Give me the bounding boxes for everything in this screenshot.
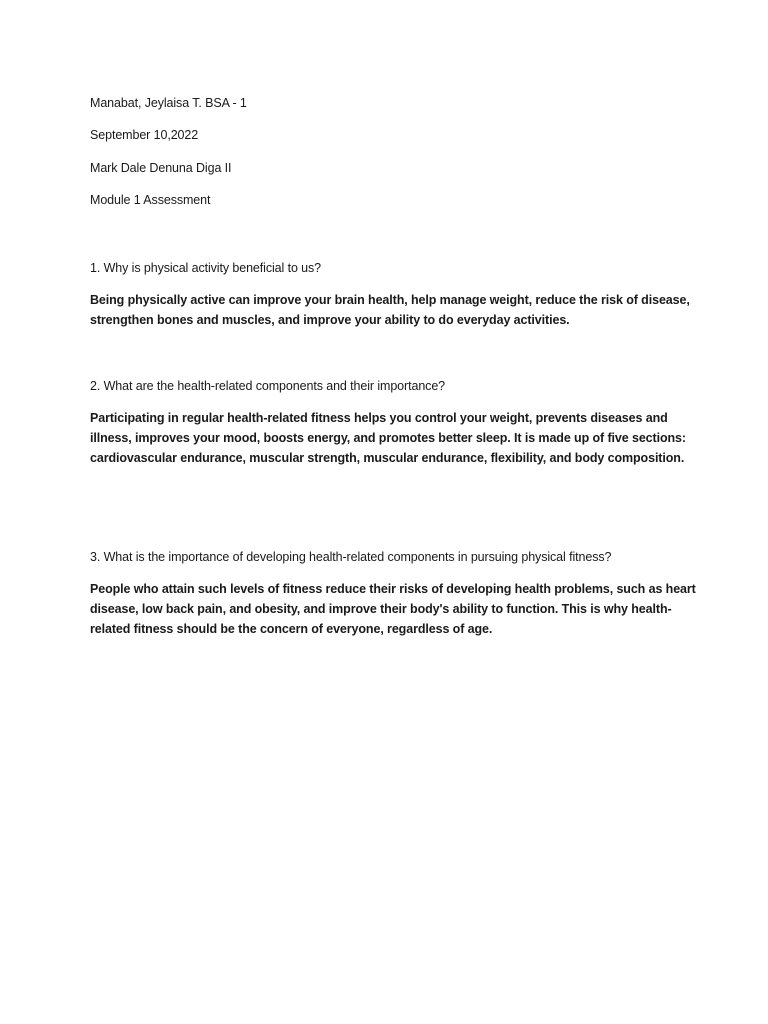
question-3: 3. What is the importance of developing health-related components in pursuing physical fitness? bbox=[90, 550, 612, 564]
answer-3 bbox=[90, 579, 696, 639]
answer-1-line: strengthen bones and muscles, and improve your ability to do everyday activities. bbox=[90, 313, 570, 327]
answer-3-line: People who attain such levels of fitness reduce their risks of developing health problems, such as heart bbox=[90, 582, 696, 596]
answer-3-line: related fitness should be the concern of everyone, regardless of age. bbox=[90, 622, 493, 636]
answer-2-line: illness, improves your mood, boosts energy, and promotes better sleep. It is made up of five sections: bbox=[90, 431, 686, 445]
question-2: 2. What are the health-related components and their importance? bbox=[90, 379, 446, 393]
assessment-title: Module 1 Assessment bbox=[90, 193, 211, 207]
answer-2 bbox=[90, 408, 686, 468]
answer-2-line: cardiovascular endurance, muscular strength, muscular endurance, flexibility, and body composition. bbox=[90, 451, 685, 465]
date-line: September 10,2022 bbox=[90, 128, 199, 142]
question-1: 1. Why is physical activity beneficial to us? bbox=[90, 261, 322, 275]
answer-1 bbox=[90, 290, 690, 330]
student-name-line: Manabat, Jeylaisa T. BSA - 1 bbox=[90, 96, 247, 110]
answer-1-line: Being physically active can improve your brain health, help manage weight, reduce the risk of disease, bbox=[90, 293, 690, 307]
answer-3-line: disease, low back pain, and obesity, and improve their body's ability to function. This is why health- bbox=[90, 602, 672, 616]
answer-2-line: Participating in regular health-related fitness helps you control your weight, prevents diseases and bbox=[90, 411, 668, 425]
instructor-line: Mark Dale Denuna Diga II bbox=[90, 161, 232, 175]
